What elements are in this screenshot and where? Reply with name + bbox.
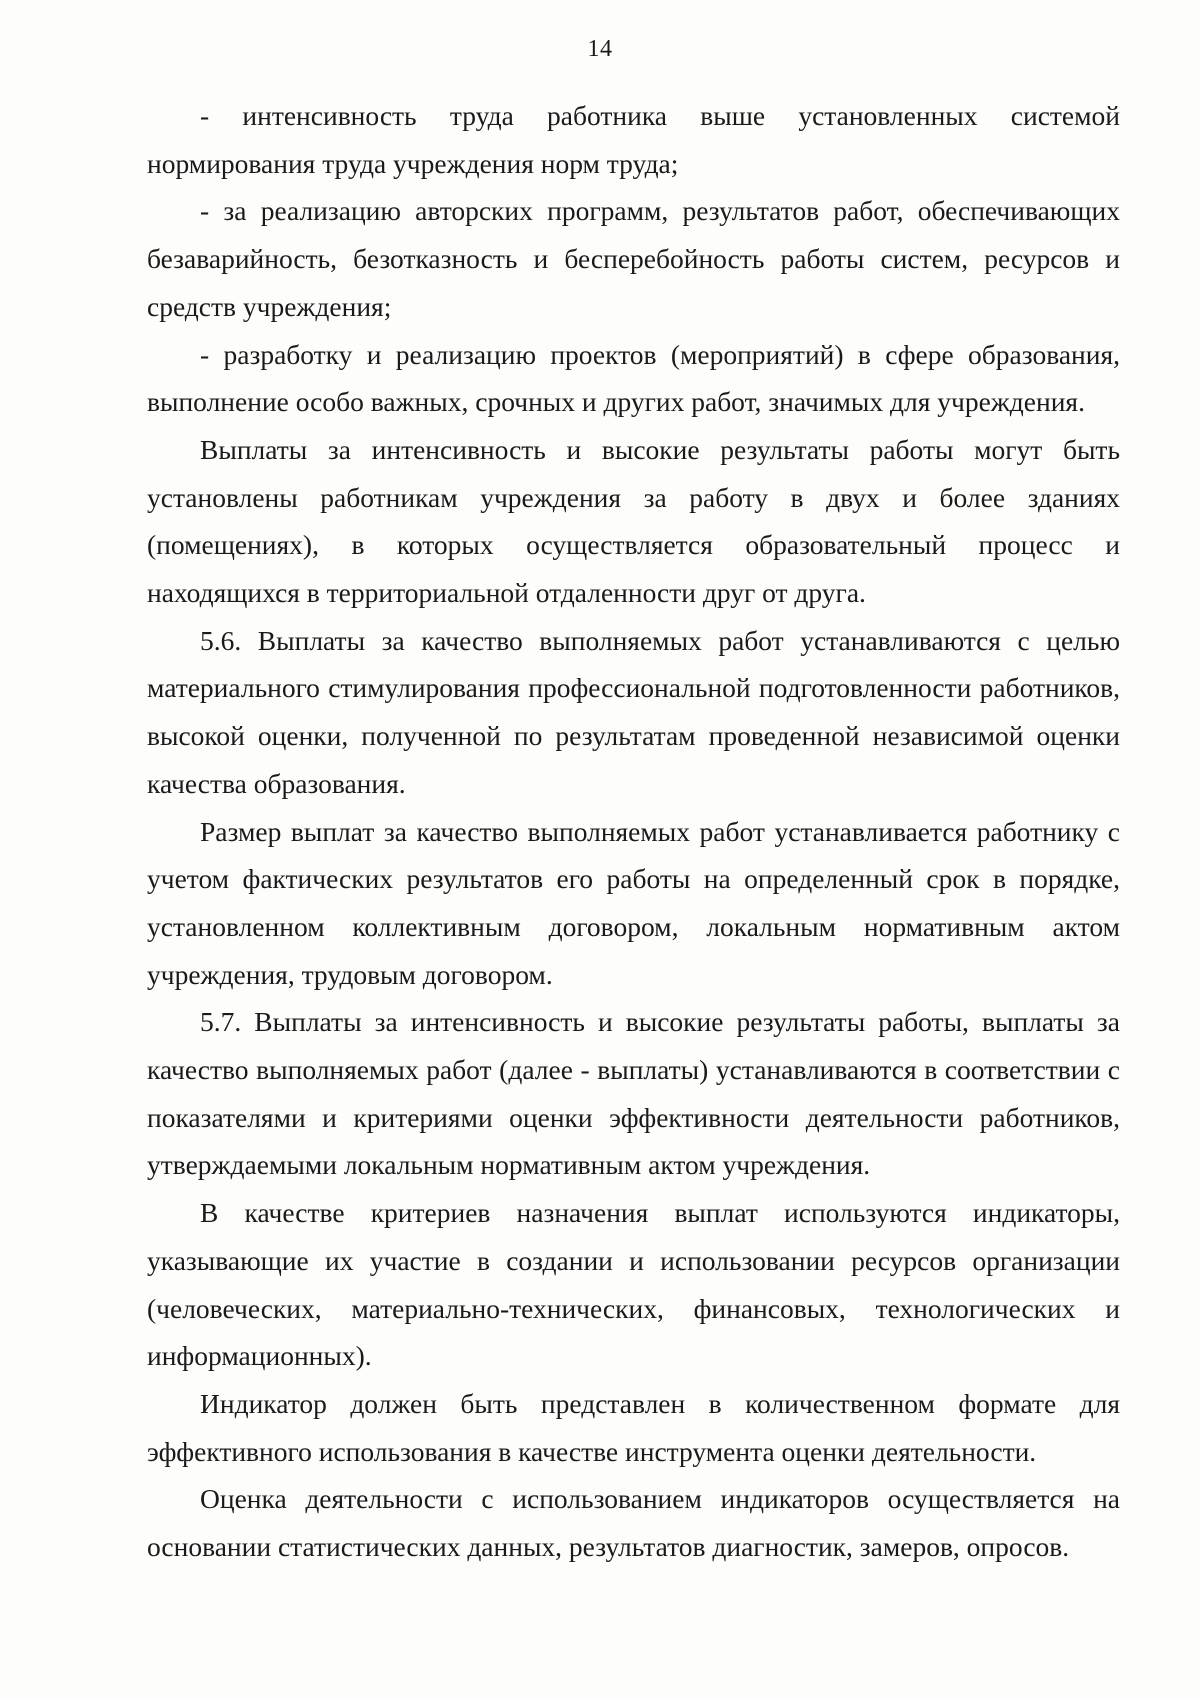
paragraph-intensity-bullet: - интенсивность труда работника выше установленных системой нормирования труда учреждения норм труда; — [147, 100, 1120, 179]
paragraph-criteria-indicators: В качестве критериев назначения выплат используются индикаторы, указывающие их участие в создании и использовании ресурсов организации (человеческих, материально-технических, финансовых, технологических и информационных). — [147, 1197, 1120, 1372]
paragraph-section-5-7: 5.7. Выплаты за интенсивность и высокие результаты работы, выплаты за качество выполняемых работ (далее - выплаты) устанавливаются в соответствии с показателями и критериями оценки эффективности деятельности работников, утверждаемыми локальным нормативным актом учреждения. — [147, 1006, 1120, 1181]
page-number: 14 — [587, 36, 613, 62]
paragraph-indicator-format: Индикатор должен быть представлен в количественном формате для эффективного использования в качестве инструмента оценки деятельности. — [147, 1387, 1120, 1467]
paragraph-assessment-basis: Оценка деятельности с использованием индикаторов осуществляется на основании статистических данных, результатов диагностик, замеров, опросов. — [147, 1483, 1120, 1563]
paragraph-author-programs-bullet: - за реализацию авторских программ, результатов работ, обеспечивающих безаварийность, безотказность и бесперебойность работы систем, ресурсов и средств учреждения; — [147, 195, 1120, 322]
document-body — [147, 92, 1120, 1571]
paragraph-quality-payment-size: Размер выплат за качество выполняемых работ устанавливается работнику с учетом фактических результатов его работы на определенный срок в порядке, установленном коллективным договором, локальным нормативным актом учреждения, трудовым договором. — [147, 815, 1120, 990]
paragraph-projects-bullet: - разработку и реализацию проектов (мероприятий) в сфере образования, выполнение особо важных, срочных и других работ, значимых для учреждения. — [147, 338, 1120, 418]
paragraph-multiple-buildings: Выплаты за интенсивность и высокие результаты работы могут быть установлены работникам учреждения за работу в двух и более зданиях (помещениях), в которых осуществляется образовательный процесс и находящихся в территориальной отдаленности друг от друга. — [147, 433, 1120, 609]
paragraph-section-5-6: 5.6. Выплаты за качество выполняемых работ устанавливаются с целью материального стимулирования профессиональной подготовленности работников, высокой оценки, полученной по результатам проведенной независимой оценки качества образования. — [147, 624, 1120, 799]
